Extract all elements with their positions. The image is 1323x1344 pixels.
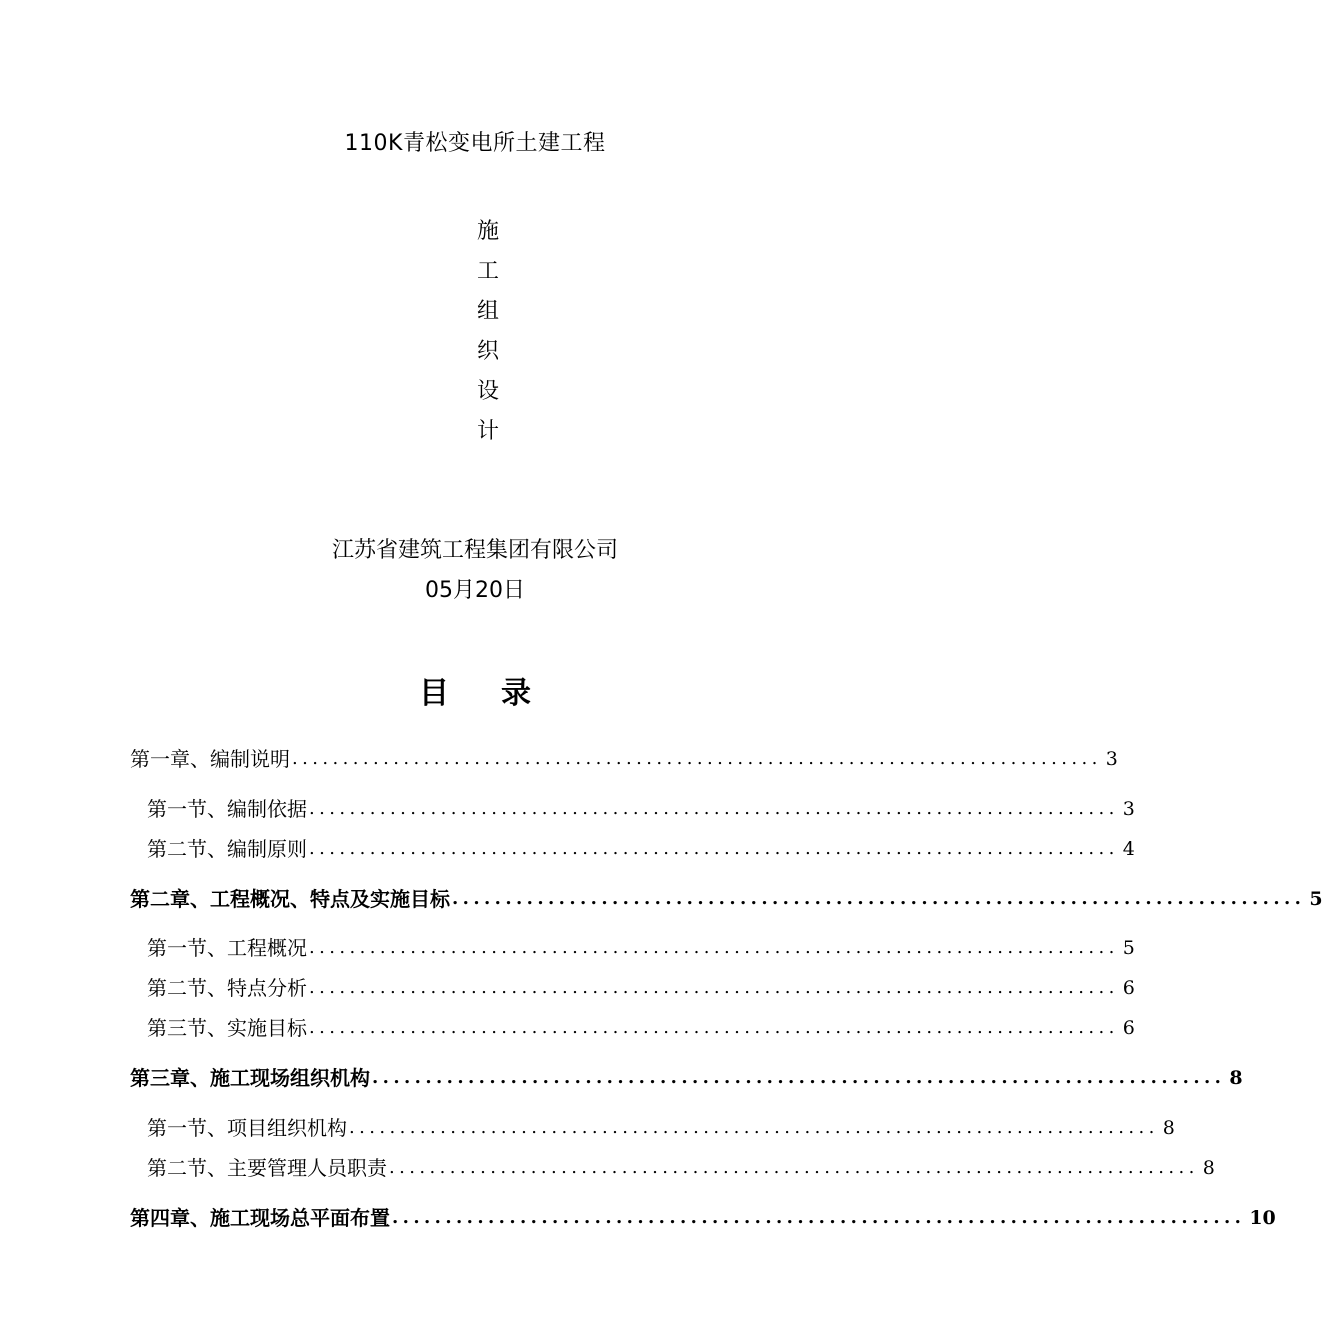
toc-entry-section[interactable]: [147, 1153, 1215, 1183]
toc-entry-label: 第二章、工程概况、特点及实施目标: [130, 887, 450, 911]
toc-entry-label: 第三节、实施目标: [147, 1016, 307, 1040]
toc-entry-section[interactable]: [147, 834, 1135, 864]
toc-heading: [0, 668, 950, 712]
toc-entry-label: 第二节、主要管理人员职责: [147, 1156, 387, 1180]
toc-entry-chapter-4[interactable]: [130, 1203, 1276, 1233]
toc-entry-section[interactable]: [147, 973, 1135, 1003]
toc-page-number: 4: [1122, 838, 1135, 860]
toc-page-number: 8: [1229, 1067, 1243, 1089]
toc-entry-label: 第二节、编制原则: [147, 837, 307, 861]
toc-entry-chapter-3[interactable]: [130, 1063, 1243, 1093]
toc-page-number: 5: [1309, 888, 1323, 910]
toc-dot-leader: ................................................................................: [452, 888, 1306, 909]
vertical-title-char: 织: [476, 339, 499, 364]
toc-page-number: 8: [1202, 1157, 1215, 1179]
toc-dot-leader: ................................................................................: [389, 1157, 1199, 1178]
toc-entry-label: 第四章、施工现场总平面布置: [130, 1206, 390, 1230]
project-title: 110K青松变电所土建工程: [344, 131, 606, 156]
toc-entry-section[interactable]: [147, 1113, 1175, 1143]
toc-dot-leader: ................................................................................: [309, 977, 1119, 998]
toc-entry-chapter-2[interactable]: [130, 884, 1323, 914]
toc-heading-right: 录: [501, 676, 531, 711]
vertical-title-char: 组: [476, 299, 499, 324]
toc-page-number: 8: [1162, 1117, 1175, 1139]
toc-dot-leader: ................................................................................: [309, 838, 1119, 859]
vertical-title-char: 工: [476, 259, 499, 284]
toc-page-number: 6: [1122, 977, 1135, 999]
toc-dot-leader: ................................................................................: [372, 1067, 1226, 1088]
toc-entry-section[interactable]: [147, 933, 1135, 963]
toc-page-number: 3: [1122, 798, 1135, 820]
toc-dot-leader: ................................................................................: [309, 1017, 1119, 1038]
toc-entry-label: 第一节、工程概况: [147, 936, 307, 960]
toc-entry-section[interactable]: [147, 1013, 1135, 1043]
toc-page-number: 3: [1105, 748, 1118, 770]
toc-entry-chapter-1[interactable]: [130, 744, 1118, 774]
toc-page-number: 10: [1249, 1207, 1276, 1229]
vertical-title-char: 设: [476, 379, 499, 404]
toc-dot-leader: ................................................................................: [349, 1117, 1159, 1138]
toc-heading-left: 目: [419, 676, 449, 711]
vertical-title-char: 计: [476, 419, 499, 444]
toc-dot-leader: ................................................................................: [309, 937, 1119, 958]
toc-entry-section[interactable]: [147, 794, 1135, 824]
document-date: 05月20日: [425, 578, 525, 603]
toc-entry-label: 第二节、特点分析: [147, 976, 307, 1000]
toc-page-number: 6: [1122, 1017, 1135, 1039]
toc-dot-leader: ................................................................................: [309, 798, 1119, 819]
toc-entry-label: 第三章、施工现场组织机构: [130, 1066, 370, 1090]
toc-dot-leader: ................................................................................: [292, 748, 1102, 769]
toc-page-number: 5: [1122, 937, 1135, 959]
vertical-title-char: 施: [476, 219, 499, 244]
company-name: 江苏省建筑工程集团有限公司: [331, 538, 618, 563]
toc-entry-label: 第一节、项目组织机构: [147, 1116, 347, 1140]
toc-entry-label: 第一章、编制说明: [130, 747, 290, 771]
toc-dot-leader: ................................................................................: [392, 1207, 1246, 1228]
toc-entry-label: 第一节、编制依据: [147, 797, 307, 821]
